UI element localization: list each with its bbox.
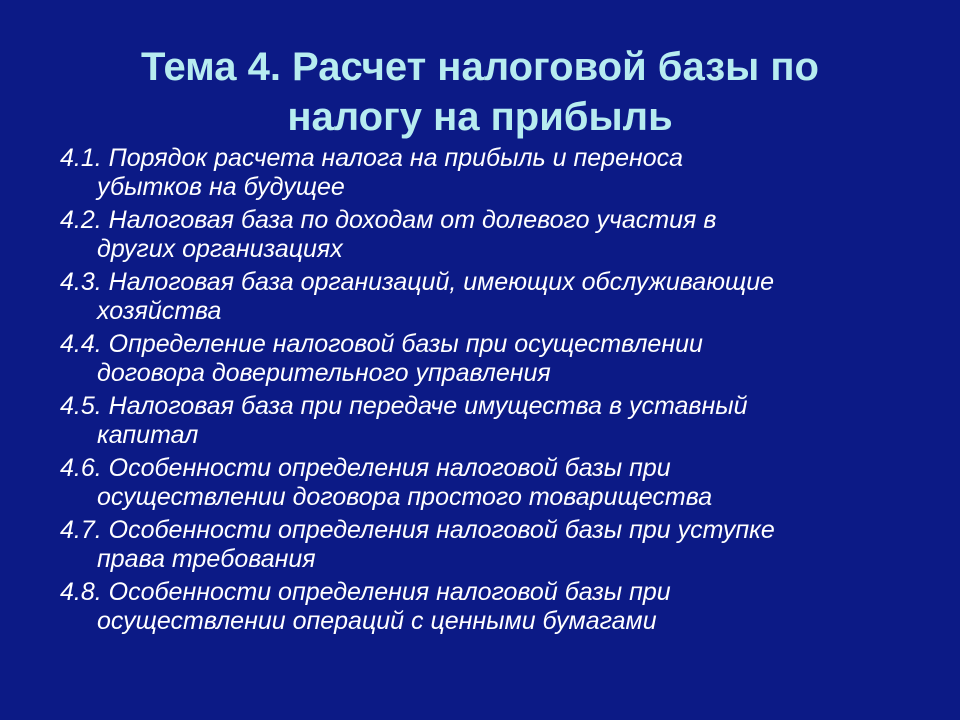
topic-item-text-continued: осуществлении договора простого товарищества	[97, 483, 713, 511]
topic-item-4-6	[60, 454, 920, 512]
topic-item-text-continued: права требования	[97, 545, 316, 573]
topic-item-text: 4.7. Особенности определения налоговой базы при уступке	[60, 516, 775, 544]
topic-item-4-1	[60, 144, 920, 202]
topic-item-text-continued: капитал	[97, 421, 199, 449]
topic-item-text-continued: договора доверительного управления	[97, 359, 551, 387]
topic-item-4-2	[60, 206, 920, 264]
topic-item-4-7	[60, 516, 920, 574]
topic-item-text-continued: убытков на будущее	[97, 173, 345, 201]
topic-item-text: 4.6. Особенности определения налоговой базы при	[60, 454, 671, 482]
topic-item-text-continued: других организациях	[97, 235, 343, 263]
topic-item-text: 4.1. Порядок расчета налога на прибыль и переноса	[60, 144, 684, 172]
topic-item-text-continued: хозяйства	[97, 297, 222, 325]
slide-title-line-2: налогу на прибыль	[287, 95, 673, 139]
topic-item-4-4	[60, 330, 920, 388]
slide-title	[60, 42, 900, 142]
topic-item-4-3	[60, 268, 920, 326]
topic-item-text: 4.4. Определение налоговой базы при осуществлении	[60, 330, 703, 358]
topic-item-text: 4.3. Налоговая база организаций, имеющих обслуживающие	[60, 268, 775, 296]
slide-title-line-1: Тема 4. Расчет налоговой базы по	[141, 45, 819, 89]
topic-item-text: 4.2. Налоговая база по доходам от долевого участия в	[60, 206, 717, 234]
topic-item-4-8	[60, 578, 920, 636]
topic-item-4-5	[60, 392, 920, 450]
topic-item-text: 4.8. Особенности определения налоговой базы при	[60, 578, 671, 606]
topic-item-text-continued: осуществлении операций с ценными бумагами	[97, 607, 657, 635]
topic-item-text: 4.5. Налоговая база при передаче имущества в уставный	[60, 392, 748, 420]
topic-list	[60, 144, 920, 640]
